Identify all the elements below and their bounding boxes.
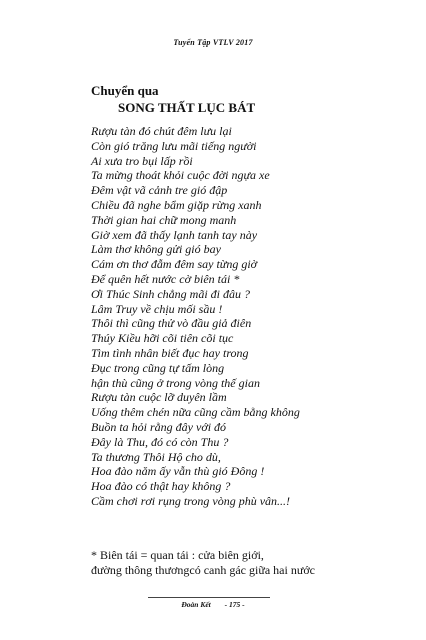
running-header: Tuyển Tập VTLV 2017 — [173, 38, 253, 47]
poem-title — [91, 82, 255, 116]
page-number: - 175 - — [224, 600, 245, 609]
poem-line: Hoa đào năm ấy vẫn thù gió Đông ! — [91, 464, 265, 479]
footnote — [91, 548, 315, 577]
footnote-line-2: đường thông thươngcó canh gác giữa hai nước — [91, 562, 315, 577]
poem-line: Tìm tình nhân biết đục hay trong — [91, 345, 249, 360]
page-footer — [0, 600, 426, 609]
footer-author: Đoàn Kết — [181, 600, 211, 609]
poem-line: Thúy Kiều hỡi cõi tiên cõi tục — [91, 331, 234, 346]
poem-line: Để quên hết nước cờ biên tái * — [91, 271, 240, 286]
poem-line: Ta mừng thoát khỏi cuộc đời ngựa xe — [91, 168, 270, 183]
poem-body — [91, 124, 300, 509]
poem-line: Ơi Thúc Sinh chẳng mãi đi đâu ? — [91, 286, 250, 301]
poem-line: Còn gió trăng lưu mãi tiếng người — [91, 138, 257, 153]
poem-line: Ai xưa tro bụi lấp rồi — [91, 153, 193, 168]
poem-line: Buồn ta hỏi rằng đây với đó — [91, 419, 227, 434]
poem-line: hận thù cũng ở trong vòng thế gian — [91, 375, 260, 390]
poem-line: Lâm Truy về chịu mối sầu ! — [91, 301, 223, 316]
poem-line: Cầm chơi rơi rụng trong vòng phù vân...! — [91, 493, 291, 508]
poem-line: Giờ xem đã thấy lạnh tanh tay này — [91, 227, 258, 242]
title-line-2: SONG THẤT LỤC BÁT — [118, 100, 256, 115]
poem-line: Thôi thì cũng thử vò đầu giả điên — [91, 316, 252, 331]
poem-line: Rượu tàn cuộc lỡ duyên lầm — [91, 390, 227, 405]
poem-line: Ta thương Thôi Hộ cho dù, — [91, 449, 221, 464]
poem-line: Đêm vật vã cảnh tre gió đập — [91, 183, 228, 198]
poem-line: Hoa đào có thật hay không ? — [91, 479, 231, 494]
poem-line: Cám ơn thơ đẫm đêm say từng giờ — [91, 257, 258, 272]
poem-line: Chiều đã nghe bẩm giặp rừng xanh — [91, 197, 262, 212]
poem-line: Rượu tàn đó chút đêm lưu lại — [91, 124, 232, 138]
poem-line: Uống thêm chén nữa cũng cầm bằng không — [91, 405, 300, 420]
poem-line: Thời gian hai chữ mong manh — [91, 212, 237, 227]
footnote-line-1: * Biên tái = quan tái : cửa biên giới, — [91, 548, 264, 562]
footer-divider — [148, 597, 270, 598]
poem-line: Đây là Thu, đó có còn Thu ? — [91, 434, 229, 449]
poem-line: Làm thơ không gửi gió bay — [91, 242, 221, 257]
title-line-1: Chuyển qua — [91, 83, 159, 98]
poem-line: Đục trong cũng tự tấm lòng — [91, 360, 225, 375]
